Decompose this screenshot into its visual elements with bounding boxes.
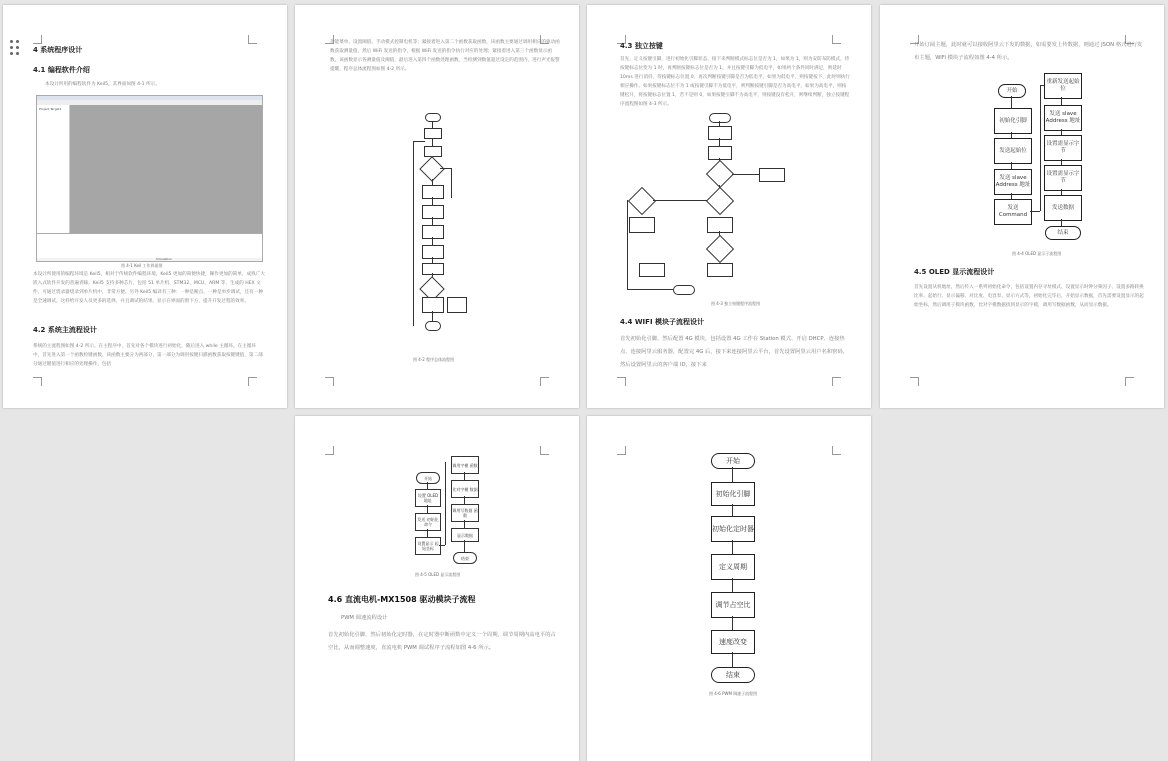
flow-start: 开始 xyxy=(416,472,440,484)
flow-step: 设置需显示字节 xyxy=(1044,135,1082,161)
heading-chapter-4: 4 系统程序设计 xyxy=(33,46,83,54)
figure-caption: 图 4-6 PWM 调速子流程图 xyxy=(709,691,758,696)
flow-step: 调节占空比 xyxy=(711,592,755,618)
heading-4-5: 4.5 OLED 显示流程设计 xyxy=(914,268,995,276)
document-page-3 xyxy=(587,5,871,408)
paragraph: 开始订阅主题，此时就可以接收阿里云下发的数据，如需要发上传数据，则通过 JSON 格式进行发布主题，WiFi 模块子流程如图 4-4 所示。 xyxy=(914,42,1143,61)
paragraph: 功能菜单、设置阈值、手动模式控制电机等；紧接着进入第二个函数获取函数，该函数主要通过调用相应的驱动函数获取测量值，然后 WiFi 发送的指令，根据 WiFi 发送的指令执行对应的处理；紧接着进入第三个函数显示函数，该函数显示各测量值及阈值，最后进入第四个函数处理函数，当检测到数值超过设定的范围内，进行声光报警提醒，程序总体流程图如图 4-2 所示。 xyxy=(330,40,560,72)
flow-end: 结束 xyxy=(1045,226,1081,240)
figure-caption: 图 4-2 程序总体流程图 xyxy=(413,357,455,362)
document-page-4 xyxy=(880,5,1164,408)
ide-status: Simulation xyxy=(156,257,172,261)
keil-ide-screenshot xyxy=(36,95,263,262)
paragraph: 系统的主流程图如图 4-2 所示。在主程序中，首先对各个模块进行初始化，随后进入 while 主循环。在主循环中，首先进入第一个函数检键函数，该函数主要分为两部分，第一部分为调用按键扫描函数获取按键键值，第二部分通过键值进行相应的处理操作，包括 xyxy=(33,344,263,367)
heading-4-4: 4.4 WIFI 模块子流程设计 xyxy=(620,318,704,326)
flow-end: 结束 xyxy=(453,552,477,564)
flow-step: 发送 slave Address 地址 xyxy=(994,169,1032,195)
paragraph: 首先初始化引脚，然后初始化定时器，在定时器中断函数中定义一个周期，调节周期内高电平的占空比，从而调整速度，直流电机 PWM 调试程序子流程如图 4-6 所示。 xyxy=(328,632,556,651)
flow-step: 速度改变 xyxy=(711,630,755,654)
paragraph: 首先设置从机地址，然后传入一系列初始化命令，包括设置内存寻址模式、设置显示时钟分频因子、设置多路转换比率、起始行、显示偏移、对比度、电容泵、显示方式等，初始化完毕后，开始显示数据，首先需要设置显示的起始坐标，然后调用子模块函数，比对字模数据找到显示的字模，调用写数据函数，从而显示数据。 xyxy=(914,285,1144,308)
figure-caption: 图 4-4 OLED 显示子流程图 xyxy=(1012,251,1062,256)
flow-start: 开始 xyxy=(711,453,755,469)
flow-step: 设置需显示字节 xyxy=(1044,165,1082,191)
flow-step: 初始化定时器 xyxy=(711,516,755,542)
flow-step: 定义周期 xyxy=(711,554,755,580)
heading-4-1: 4.1 编程软件介绍 xyxy=(33,66,90,74)
ide-tree-item: Project Target1 xyxy=(39,107,62,111)
flow-step: 初始化引脚 xyxy=(994,108,1032,134)
flow-end: 结束 xyxy=(711,667,755,683)
figure-caption: 图 4-5 OLED 显示流程图 xyxy=(415,572,461,577)
document-page-5 xyxy=(295,416,579,761)
sub-heading: PWM 调速流程设计 xyxy=(341,615,388,621)
flow-step: 调用写数据 函数 xyxy=(451,504,479,522)
drag-handle-icon[interactable] xyxy=(10,40,22,56)
document-page-1 xyxy=(3,5,287,408)
flow-start: 开始 xyxy=(998,84,1026,98)
flow-step: 发送起始位 xyxy=(994,138,1032,164)
flow-step: 显示数据 xyxy=(451,528,479,542)
heading-4-3: 4.3 独立按键 xyxy=(620,42,663,50)
flow-step: 设置显示 起始坐标 xyxy=(415,537,441,555)
flow-step: 比对字模 数据 xyxy=(451,480,479,498)
heading-4-2: 4.2 系统主流程设计 xyxy=(33,326,97,334)
flow-step: 重新发送起始位 xyxy=(1044,73,1082,99)
heading-4-6: 4.6 直流电机-MX1508 驱动模块子流程 xyxy=(328,595,476,604)
flow-step: 设置 OLED 地址 xyxy=(415,489,441,507)
figure-caption: 图 4-1 Keil 工作界面图 xyxy=(121,263,163,268)
document-page-6 xyxy=(587,416,871,761)
paragraph: 首先，定义按键引脚，进行初始化引脚状态，接下来判断模式标志位是否为 1，如果为 1，则为安防布防模式，待按键标志位变为 1 时，再判断按键标志位是否为 1，并且按键引脚为低电平，如果两个条件同时满足，则延时 10ms 进行消抖，待按键标志位置 0，再次判断按键引脚是否为低电平，如果为低电平，则按键按下，此时则执行相应操作。如果按键标志位不为 1 或按键引脚不为低电平，则判断按键引脚是否为高电平，如果为高电平，则按键松开，将按键标志位置 1，若不是则 0，如果按键引脚不为高电平，则按键没有松开，则继续判断，独立按键程序流程图如图 4-3 所示。 xyxy=(620,57,850,107)
paragraph: 本设计所用的编程软件为 Keil5，其界面如图 4-1 所示。 xyxy=(45,82,160,87)
flow-step: 发送 初始化命令 xyxy=(415,513,441,531)
flow-step: 初始化引脚 xyxy=(711,482,755,506)
flow-step: 发送 slave Address 地址 xyxy=(1044,105,1082,131)
document-page-2 xyxy=(295,5,579,408)
flow-step: 发送 Command xyxy=(994,199,1032,225)
figure-caption: 图 4-3 独立按键程序流程图 xyxy=(711,301,761,306)
paragraph: 首先初始化引脚，然后配置 4G 模块，包括设置 4G 工作在 Station 模式、开启 DHCP、连接热点、连接阿里云服务器，配置完 4G 后，接下来连接阿里云平台，首先设置阿里云用户名和密码，然后设置阿里云的客户端 ID，接下来 xyxy=(620,336,849,368)
flow-step: 发送数据 xyxy=(1044,195,1082,221)
flow-step: 调用字模 函数 xyxy=(451,456,479,474)
paragraph: 本设计所使用的编程环境是 Keil5，相对于传统软件编程环境，Keil5 更加的简便快捷，操作更加的简单，成熟广大嵌入式软件开发的普遍青睐。Keil5 支持多种芯片，包括 51 单片机、STM32、MCU、ARM 等，生成的 HEX 文件，可通过烧录器烧录到单片机中，非常方便。另外 Keil5 编译有三种：一种是断点，一种是单步调试，还有一种是全速调试，这样给开发人员更多的选择，并且调试的结果、显示在界面的窗下方，提升开发过程的效率。 xyxy=(33,272,265,304)
